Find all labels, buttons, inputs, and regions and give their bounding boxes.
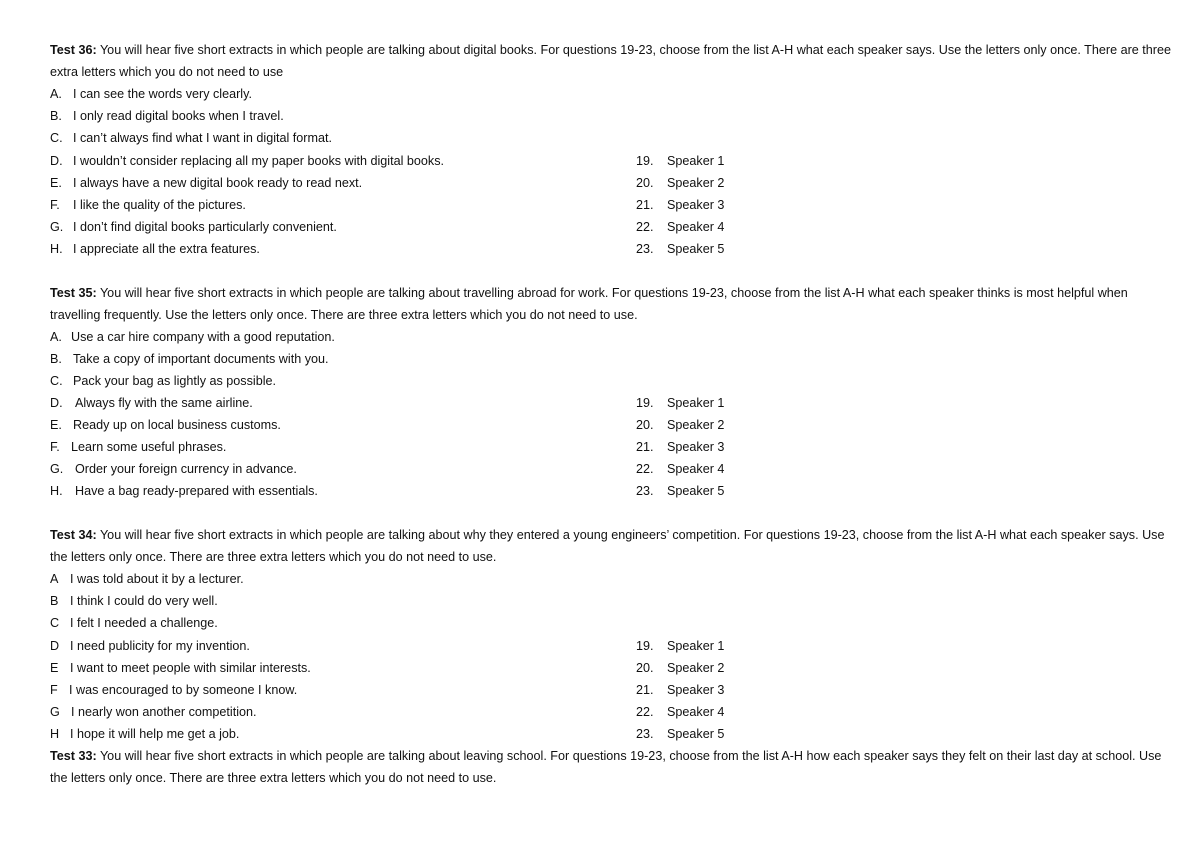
test-36-instruction-text: You will hear five short extracts in which people are talking about digital books. For questions 19-23, choose from the list A-H what each speaker says. Use the letters only once. There are three extra letters which you do not need to use — [50, 43, 1171, 79]
test-33-instructions: Test 33: You will hear five short extracts in which people are talking about leaving school. For questions 19-23, choose from the list A-H how each speaker says they felt on their last day at school. Use the letters only once. There are three extra letters which you do not need to use. — [50, 749, 1162, 785]
test-35-option-a: A. Use a car hire company with a good reputation. — [50, 330, 335, 344]
test-35-option-g: G. Order your foreign currency in advance. — [50, 462, 297, 476]
test-34-option-d: D I need publicity for my invention. — [50, 639, 250, 653]
test-35-option-f: F. Learn some useful phrases. — [50, 440, 227, 454]
test-34-speaker-3: 21. Speaker 3 — [636, 683, 725, 697]
test-34-instruction-text: You will hear five short extracts in which people are talking about why they entered a young engineers’ competition. For questions 19-23, choose from the list A-H what each speaker says. Use the letters only once. There are three extra letters which you do not need to use. — [50, 528, 1165, 564]
test-34-instructions: Test 34: You will hear five short extracts in which people are talking about why they entered a young engineers’ competition. For questions 19-23, choose from the list A-H what each speaker says. Use the letters only once. There are three extra letters which you do not need to use. — [50, 528, 1165, 564]
test-36-option-e: E. I always have a new digital book ready to read next. — [50, 176, 363, 190]
test-34-option-a: A I was told about it by a lecturer. — [50, 572, 244, 586]
test-35-option-h: H. Have a bag ready-prepared with essentials. — [50, 484, 318, 498]
test-36-option-a: A. I can see the words very clearly. — [50, 87, 252, 101]
test-35-speaker-2: 20. Speaker 2 — [636, 418, 725, 432]
test-36-option-h: H. I appreciate all the extra features. — [50, 242, 260, 256]
test-33-title: Test 33 — [50, 749, 93, 763]
test-34-option-g: G I nearly won another competition. — [50, 705, 257, 719]
test-35-option-e: E. Ready up on local business customs. — [50, 418, 281, 432]
test-33-instruction-text: You will hear five short extracts in which people are talking about leaving school. For questions 19-23, choose from the list A-H how each speaker says they felt on their last day at school. Use the letters only once. There are three extra letters which you do not need to use. — [50, 749, 1162, 785]
test-34-option-c: C I felt I needed a challenge. — [50, 616, 218, 630]
test-36-option-b: B. I only read digital books when I travel. — [50, 109, 284, 123]
test-36-option-g: G. I don’t find digital books particularly convenient. — [50, 220, 337, 234]
test-34-speaker-4: 22. Speaker 4 — [636, 705, 725, 719]
test-35-speaker-5: 23. Speaker 5 — [636, 484, 725, 498]
test-36-speaker-2: 20. Speaker 2 — [636, 176, 725, 190]
test-36-instructions: Test 36: You will hear five short extracts in which people are talking about digital books. For questions 19-23, choose from the list A-H what each speaker says. Use the letters only once. There are three extra letters which you do not need to use — [50, 43, 1171, 79]
test-36-speaker-5: 23. Speaker 5 — [636, 242, 725, 256]
test-36-option-f: F. I like the quality of the pictures. — [50, 198, 246, 212]
test-35-speaker-3: 21. Speaker 3 — [636, 440, 725, 454]
test-34-option-h: H I hope it will help me get a job. — [50, 727, 240, 741]
test-34-speaker-2: 20. Speaker 2 — [636, 661, 725, 675]
test-34-speaker-1: 19. Speaker 1 — [636, 639, 725, 653]
test-34-option-e: E I want to meet people with similar interests. — [50, 661, 311, 675]
test-35-option-c: C. Pack your bag as lightly as possible. — [50, 374, 277, 388]
test-35-instructions: Test 35: You will hear five short extracts in which people are talking about travelling abroad for work. For questions 19-23, choose from the list A-H what each speaker thinks is most helpful when travelling frequently. Use the letters only once. There are three extra letters which you do not need to use. — [50, 286, 1128, 322]
test-34-option-b: B I think I could do very well. — [50, 594, 218, 608]
test-35-option-d: D. Always fly with the same airline. — [50, 396, 253, 410]
test-36-speaker-4: 22. Speaker 4 — [636, 220, 725, 234]
test-36-option-c: C. I can’t always find what I want in digital format. — [50, 131, 332, 145]
test-36-speaker-1: 19. Speaker 1 — [636, 154, 725, 168]
test-36-speaker-3: 21. Speaker 3 — [636, 198, 725, 212]
test-35-option-b: B. Take a copy of important documents with you. — [50, 352, 329, 366]
test-34-option-f: F I was encouraged to by someone I know. — [50, 683, 298, 697]
test-36-title: Test 36 — [50, 43, 93, 57]
test-36-option-d: D. I wouldn’t consider replacing all my paper books with digital books. — [50, 154, 445, 168]
test-35-speaker-4: 22. Speaker 4 — [636, 462, 725, 476]
test-35-title: Test 35 — [50, 286, 93, 300]
test-34-title: Test 34 — [50, 528, 93, 542]
test-35-speaker-1: 19. Speaker 1 — [636, 396, 725, 410]
test-34-speaker-5: 23. Speaker 5 — [636, 727, 725, 741]
test-35-instruction-text: You will hear five short extracts in which people are talking about travelling abroad for work. For questions 19-23, choose from the list A-H what each speaker thinks is most helpful when travelling frequently. Use the letters only once. There are three extra letters which you do not need to use. — [50, 286, 1128, 322]
